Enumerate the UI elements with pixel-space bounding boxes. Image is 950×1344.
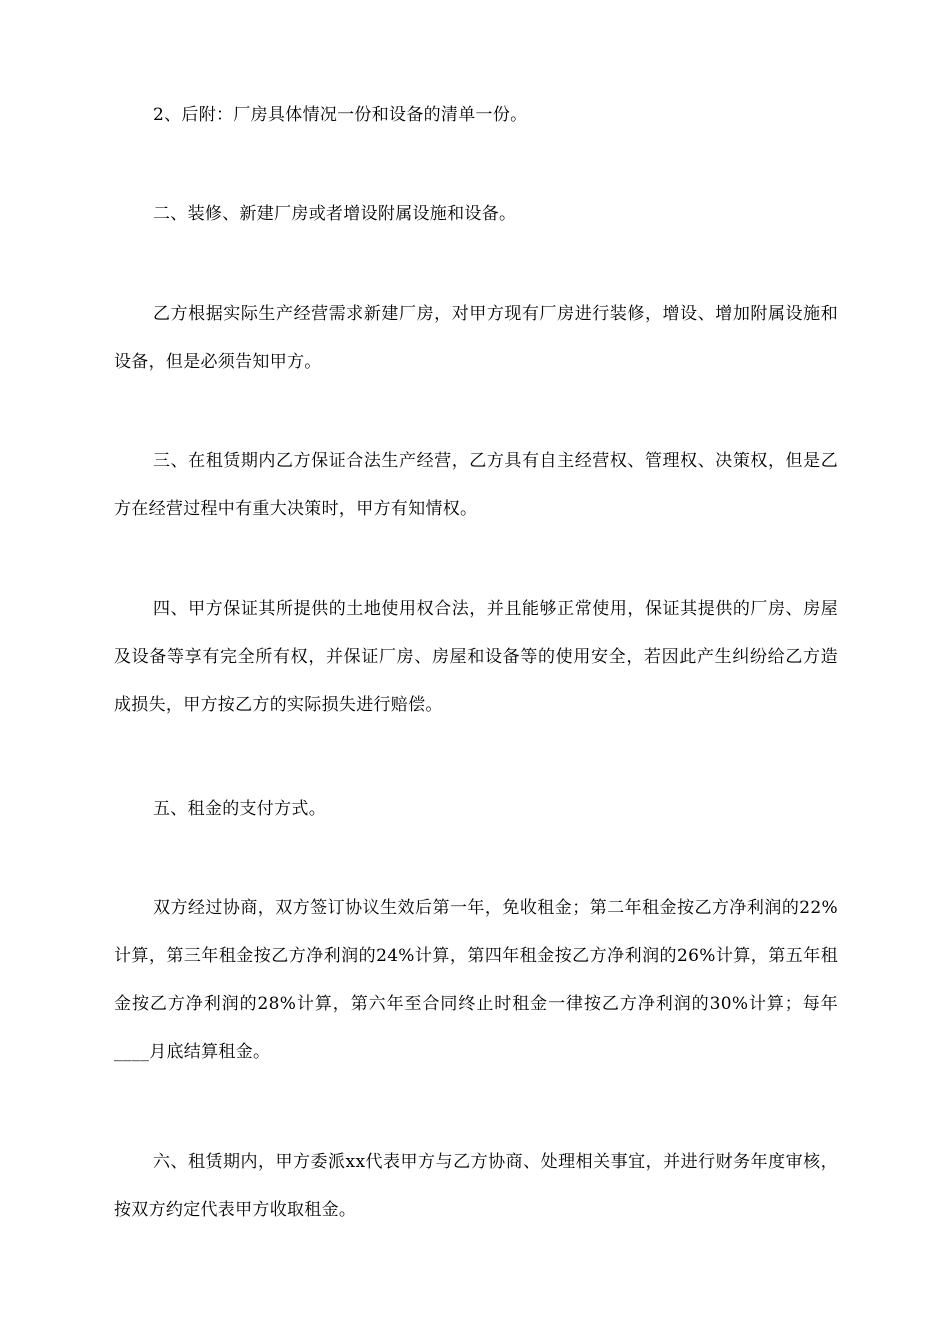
paragraph-representative: 六、租赁期内，甲方委派xx代表甲方与乙方协商、处理相关事宜，并进行财务年度审核，按双方约定代表甲方收取租金。 xyxy=(114,1152,838,1220)
paragraph-rent-terms: 双方经过协商，双方签订协议生效后第一年，免收租金；第二年租金按乙方净利润的22%计算，第三年租金按乙方净利润的24%计算，第四年租金按乙方净利润的26%计算，第五年租金按乙方净利润的28%计算，第六年至合同终止时租金一律按乙方净利润的30%计算；每年____月底结算租金。 xyxy=(114,898,838,1062)
paragraph-land-guarantee: 四、甲方保证其所提供的土地使用权合法，并且能够正常使用，保证其提供的厂房、房屋及设备等享有完全所有权，并保证厂房、房屋和设备等的使用安全，若因此产生纠纷给乙方造成损失，甲方按乙方的实际损失进行赔偿。 xyxy=(114,599,838,715)
paragraph-appendix: 2、后附：厂房具体情况一份和设备的清单一份。 xyxy=(153,105,528,125)
section-heading-rent-payment: 五、租金的支付方式。 xyxy=(153,799,326,819)
section-heading-renovation: 二、装修、新建厂房或者增设附属设施和设备。 xyxy=(153,204,517,224)
paragraph-renovation: 乙方根据实际生产经营需求新建厂房，对甲方现有厂房进行装修，增设、增加附属设施和设备，但是必须告知甲方。 xyxy=(114,304,838,372)
paragraph-operation-rights: 三、在租赁期内乙方保证合法生产经营，乙方具有自主经营权、管理权、决策权，但是乙方在经营过程中有重大决策时，甲方有知情权。 xyxy=(114,451,838,519)
